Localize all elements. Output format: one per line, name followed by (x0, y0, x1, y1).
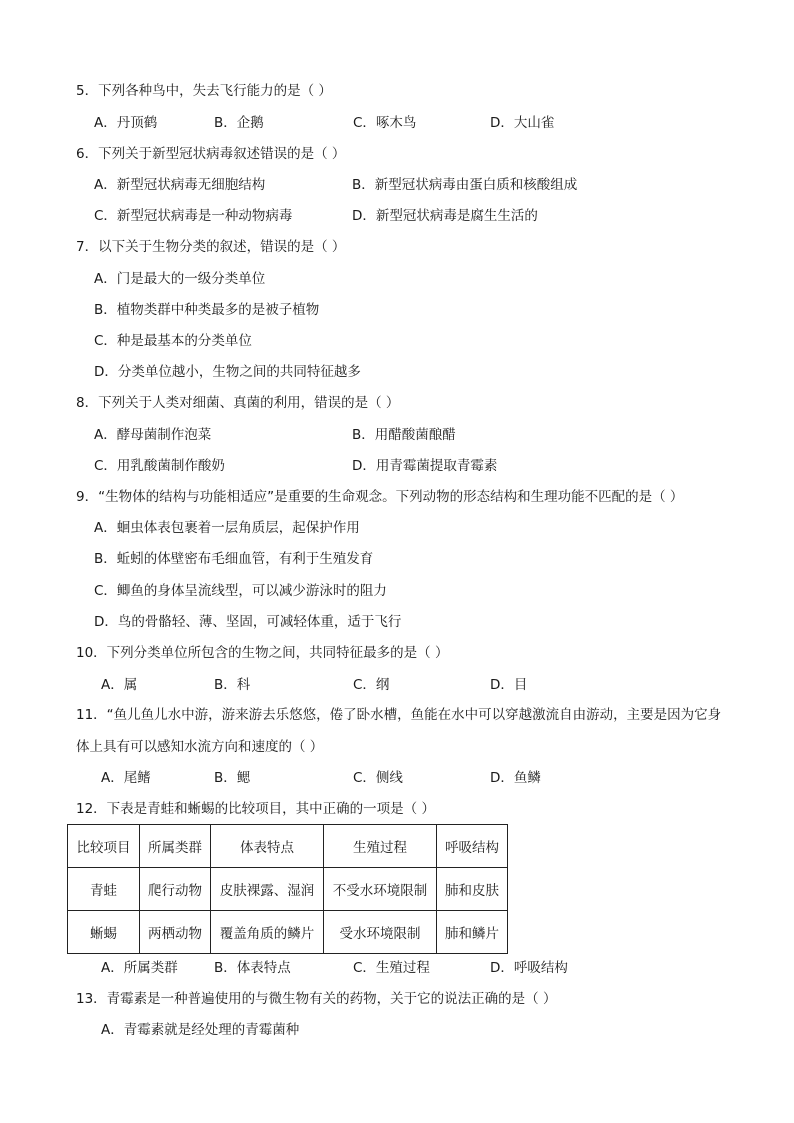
question-11-stem-line2: 体上具有可以感知水流方向和速度的（ ） (76, 739, 324, 755)
question-9-option-d: D．鸟的骨骼轻、薄、坚固，可减轻体重，适于飞行 (94, 614, 402, 630)
question-7-stem: 7．以下关于生物分类的叙述，错误的是（ ） (76, 239, 346, 255)
question-7-option-d: D．分类单位越小，生物之间的共同特征越多 (94, 364, 361, 380)
table-cell: 覆盖角质的鳞片 (211, 911, 324, 954)
question-5-option-a: A．丹顶鹤 (94, 115, 158, 131)
question-8-stem: 8．下列关于人类对细菌、真菌的利用，错误的是（ ） (76, 395, 400, 411)
question-12-option-d: D．呼吸结构 (490, 960, 568, 976)
question-6-stem: 6．下列关于新型冠状病毒叙述错误的是（ ） (76, 146, 346, 162)
question-10-option-b: B．科 (214, 677, 251, 693)
table-cell: 青蛙 (68, 868, 140, 911)
question-8-option-b: B．用醋酸菌酿醋 (352, 427, 456, 443)
question-12-stem: 12．下表是青蛙和蜥蜴的比较项目，其中正确的一项是（ ） (76, 801, 435, 817)
table-cell: 肺和皮肤 (437, 868, 508, 911)
question-9-stem: 9．“生物体的结构与功能相适应”是重要的生命观念。下列动物的形态结构和生理功能不匹配的是（ ） (76, 489, 684, 505)
question-12-option-b: B．体表特点 (214, 960, 291, 976)
question-10-option-d: D．目 (490, 677, 528, 693)
table-cell: 蜥蜴 (68, 911, 140, 954)
table-cell: 受水环境限制 (324, 911, 437, 954)
question-6-option-b: B．新型冠状病毒由蛋白质和核酸组成 (352, 177, 578, 193)
question-6-option-c: C．新型冠状病毒是一种动物病毒 (94, 208, 293, 224)
question-10-option-a: A．属 (101, 677, 138, 693)
table-cell: 不受水环境限制 (324, 868, 437, 911)
question-7-option-c: C．种是最基本的分类单位 (94, 333, 252, 349)
question-8-option-c: C．用乳酸菌制作酸奶 (94, 458, 225, 474)
question-11-option-c: C．侧线 (353, 770, 403, 786)
table-cell: 皮肤裸露、湿润 (211, 868, 324, 911)
table-row (68, 868, 508, 911)
question-12-option-a: A．所属类群 (101, 960, 178, 976)
question-11-option-a: A．尾鳍 (101, 770, 151, 786)
question-6-option-d: D．新型冠状病毒是腐生生活的 (352, 208, 538, 224)
question-8-option-a: A．酵母菌制作泡菜 (94, 427, 212, 443)
table-cell: 爬行动物 (140, 868, 211, 911)
question-11-stem-line1: 11．“鱼儿鱼儿水中游，游来游去乐悠悠，倦了卧水槽，鱼能在水中可以穿越激流自由游动，主要是因为它身 (76, 707, 722, 723)
question-10-option-c: C．纲 (353, 677, 390, 693)
question-9-option-a: A．蛔虫体表包裹着一层角质层，起保护作用 (94, 520, 360, 536)
table-cell: 两栖动物 (140, 911, 211, 954)
question-9-option-c: C．鲫鱼的身体呈流线型，可以减少游泳时的阻力 (94, 583, 387, 599)
table-header-cell: 生殖过程 (324, 825, 437, 868)
question-5-option-c: C．啄木鸟 (353, 115, 417, 131)
question-5-option-d: D．大山雀 (490, 115, 555, 131)
table-header-row (68, 825, 508, 868)
question-13-option-a: A．青霉素就是经处理的青霉菌种 (101, 1022, 300, 1038)
table-header-cell: 呼吸结构 (437, 825, 508, 868)
question-6-option-a: A．新型冠状病毒无细胞结构 (94, 177, 266, 193)
question-7-option-b: B．植物类群中种类最多的是被子植物 (94, 302, 320, 318)
question-13-stem: 13．青霉素是一种普遍使用的与微生物有关的药物，关于它的说法正确的是（ ） (76, 991, 557, 1007)
table-row (68, 911, 508, 954)
question-5-option-b: B．企鹅 (214, 115, 264, 131)
question-10-stem: 10．下列分类单位所包含的生物之间，共同特征最多的是（ ） (76, 645, 449, 661)
question-12-option-c: C．生殖过程 (353, 960, 430, 976)
table-header-cell: 体表特点 (211, 825, 324, 868)
table-header-cell: 所属类群 (140, 825, 211, 868)
question-8-option-d: D．用青霉菌提取青霉素 (352, 458, 498, 474)
table-cell: 肺和鳞片 (437, 911, 508, 954)
question-11-option-b: B．鳃 (214, 770, 251, 786)
question-7-option-a: A．门是最大的一级分类单位 (94, 271, 266, 287)
comparison-table (67, 824, 508, 954)
question-11-option-d: D．鱼鳞 (490, 770, 541, 786)
table-header-cell: 比较项目 (68, 825, 140, 868)
question-5-stem: 5．下列各种鸟中，失去飞行能力的是（ ） (76, 83, 332, 99)
question-9-option-b: B．蚯蚓的体壁密布毛细血管，有利于生殖发育 (94, 551, 374, 567)
